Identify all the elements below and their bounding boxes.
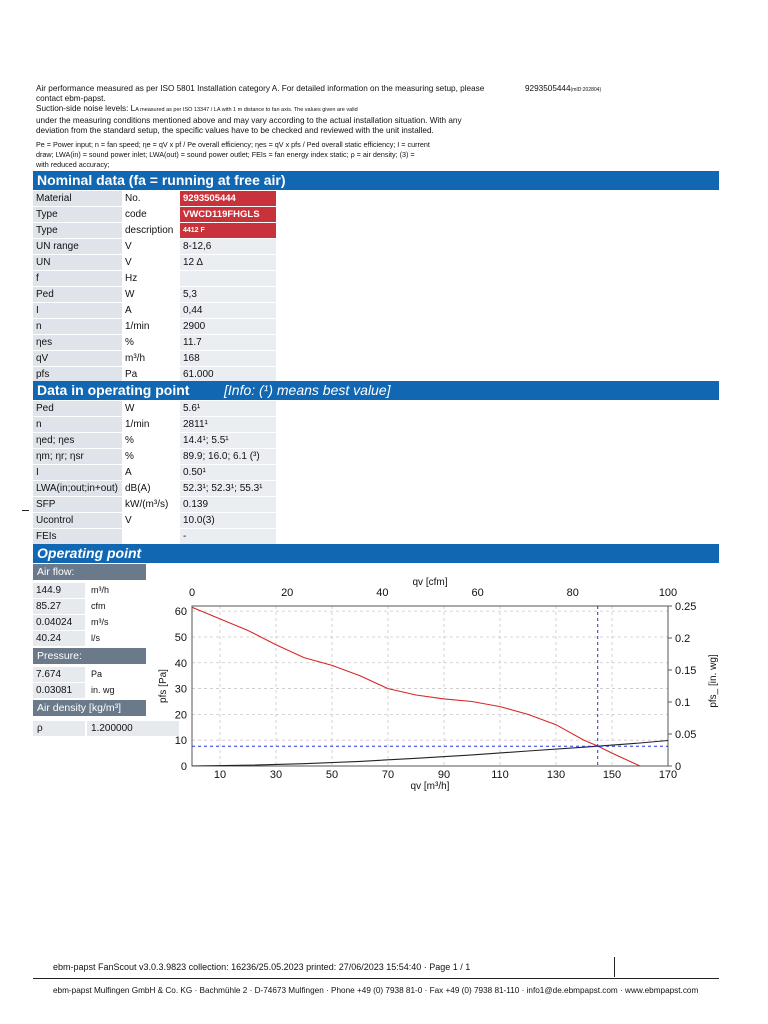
param-name: f: [33, 271, 122, 287]
legend-line-2: draw; LWA(in) = sound power inlet; LWA(out) = sound power outlet; FEIs = fan energy index static; ρ = air density; (3) =: [36, 150, 415, 159]
pressure-value: 7.674: [36, 669, 62, 680]
param-value: [180, 271, 276, 287]
nominal-row: [33, 191, 276, 207]
operating-row: [33, 497, 276, 513]
param-value: 0.139: [180, 497, 276, 513]
nominal-data-header: [33, 171, 719, 190]
param-name: SFP: [33, 497, 122, 513]
param-name: I: [33, 465, 122, 481]
param-value: 0.50¹: [180, 465, 276, 481]
y-tick-label: 0: [180, 761, 187, 773]
y-tick-label: 30: [174, 683, 187, 696]
nominal-row: [33, 207, 276, 223]
param-unit: W: [122, 401, 180, 417]
note-line-5: deviation from the standard setup, the specific values have to be checked and reviewed with the unit installed.: [36, 125, 434, 135]
param-unit: No.: [122, 191, 180, 207]
param-unit: %: [122, 449, 180, 465]
plot-frame: [192, 606, 668, 766]
rho-value: 1.200000: [91, 723, 133, 734]
nominal-row: [33, 319, 276, 335]
x-tick-label: 130: [546, 769, 566, 781]
param-name: pfs: [33, 367, 122, 383]
y2-tick-label: 0.2: [675, 633, 691, 645]
param-name: Type: [33, 223, 122, 239]
param-value: 11.7: [180, 335, 276, 351]
system-curve: [192, 741, 668, 767]
airflow-unit: m³/h: [91, 585, 109, 595]
x-tick-label: 10: [213, 769, 227, 781]
operating-row: [33, 481, 276, 497]
operating-data-title: Data in operating point: [37, 382, 190, 398]
airflow-value: 40.24: [36, 633, 62, 644]
measurement-note: [36, 84, 596, 136]
x2-tick-label: 20: [281, 587, 294, 599]
x2-tick-label: 40: [376, 587, 389, 599]
x2-tick-label: 60: [471, 587, 484, 599]
airflow-value: 144.9: [36, 585, 62, 596]
pressure-curve: [192, 607, 668, 779]
operating-row: [33, 401, 276, 417]
param-name: Material: [33, 191, 122, 207]
legend-line-3: with reduced accuracy;: [36, 160, 110, 169]
param-value: 5.6¹: [180, 401, 276, 417]
param-name: ηed; ηes: [33, 433, 122, 449]
param-name: ηm; ηr; ηsr: [33, 449, 122, 465]
param-name: Type: [33, 207, 122, 223]
param-unit: kW/(m³/s): [122, 497, 180, 513]
note-line-1: Air performance measured as per ISO 5801 Installation category A. For detailed information on the measuring setup, please: [36, 84, 485, 93]
param-value: 2811¹: [180, 417, 276, 433]
param-unit: V: [122, 513, 180, 529]
param-unit: description: [122, 223, 180, 239]
param-value: 0,44: [180, 303, 276, 319]
footer-divider: [614, 957, 615, 977]
param-unit: m³/h: [122, 351, 180, 367]
note-line-4: under the measuring conditions mentioned above and may vary according to the actual installation situation. With any: [36, 115, 462, 125]
param-unit: code: [122, 207, 180, 223]
param-unit: %: [122, 433, 180, 449]
x2-tick-label: 80: [566, 587, 579, 599]
document-number: 9293505444(mID:202804): [525, 84, 602, 93]
param-unit: Pa: [122, 367, 180, 383]
param-unit: 1/min: [122, 417, 180, 433]
param-value: VWCD119FHGLS: [180, 207, 276, 223]
operating-row: [33, 449, 276, 465]
param-name: n: [33, 319, 122, 335]
param-value: 168: [180, 351, 276, 367]
x-tick-label: 110: [491, 769, 509, 781]
legend-line-1: Pe = Power input; n = fan speed; ηe = qV x pf / Pe overall efficiency; ηes = qV x pfs / Ped overall static efficiency; I = current: [36, 140, 430, 149]
param-value: 61.000: [180, 367, 276, 383]
param-unit: A: [122, 303, 180, 319]
x2-tick-label: 0: [188, 587, 196, 599]
param-value: 14.4¹; 5.5¹: [180, 433, 276, 449]
footer-print-info: ebm-papst FanScout v3.0.3.9823 collection: 16236/25.05.2023 printed: 27/06/2023 15:54:40 · Page 1 / 1: [53, 962, 471, 972]
airflow-header: Air flow:: [33, 564, 146, 580]
fan-curve-chart: [150, 570, 720, 800]
y2-tick-label: 0.15: [675, 665, 697, 677]
margin-mark: [22, 510, 29, 511]
param-unit: A: [122, 465, 180, 481]
param-value: 8-12,6: [180, 239, 276, 255]
param-value: 5,3: [180, 287, 276, 303]
param-name: LWA(in;out;in+out): [33, 481, 122, 497]
pressure-unit: Pa: [91, 669, 103, 679]
y-tick-label: 10: [174, 735, 187, 748]
param-unit: Hz: [122, 271, 180, 287]
param-unit: V: [122, 239, 180, 255]
nominal-row: [33, 271, 276, 287]
param-unit: W: [122, 287, 180, 303]
symbol-legend: [36, 140, 476, 170]
x-tick-label: 70: [381, 769, 395, 781]
footer-company-info: ebm-papst Mulfingen GmbH & Co. KG · Bachmühle 2 · D-74673 Mulfingen · Phone +49 (0) 7938 81-0 · Fax +49 (0) 7938 81-110 · info1@de.ebmpapst.com · www.ebmpapst.com: [53, 986, 699, 995]
y2-tick-label: 0.25: [675, 601, 697, 613]
y2-tick-label: 0: [675, 761, 682, 773]
nominal-data-table: [33, 191, 276, 383]
note-line-2: contact ebm-papst.: [36, 94, 106, 104]
param-name: FEIs: [33, 529, 122, 545]
airflow-unit: l/s: [91, 633, 100, 643]
param-name: Ped: [33, 401, 122, 417]
param-name: qV: [33, 351, 122, 367]
param-unit: [122, 529, 180, 545]
nominal-row: [33, 335, 276, 351]
x2-tick-label: 100: [658, 587, 678, 599]
best-value-info: [Info: (¹) means best value]: [224, 382, 391, 398]
nominal-row: [33, 287, 276, 303]
y2-tick-label: 0.05: [675, 729, 697, 741]
param-name: UN: [33, 255, 122, 271]
operating-row: [33, 417, 276, 433]
param-value: 9293505444: [180, 191, 276, 207]
operating-row: [33, 465, 276, 481]
operating-row: [33, 513, 276, 529]
param-unit: V: [122, 255, 180, 271]
x-tick-label: 90: [437, 769, 451, 781]
operating-data-table: [33, 401, 276, 545]
param-value: 12 Δ: [180, 255, 276, 271]
nominal-row: [33, 223, 276, 239]
param-name: ηes: [33, 335, 122, 351]
pressure-header: Pressure:: [33, 648, 146, 664]
x-tick-label: 150: [602, 769, 622, 781]
param-unit: 1/min: [122, 319, 180, 335]
pressure-value: 0.03081: [36, 685, 73, 696]
nominal-row: [33, 255, 276, 271]
param-name: UN range: [33, 239, 122, 255]
nominal-row: [33, 351, 276, 367]
operating-point-header: [33, 544, 719, 563]
operating-point-title: Operating point: [37, 545, 142, 561]
param-unit: %: [122, 335, 180, 351]
y-tick-label: 60: [174, 606, 187, 619]
nominal-row: [33, 303, 276, 319]
airflow-unit: cfm: [91, 601, 106, 611]
y-axis-label: pfs [Pa]: [158, 669, 169, 703]
y-tick-label: 50: [174, 631, 187, 644]
y-tick-label: 40: [174, 657, 187, 670]
airflow-unit: m³/s: [91, 617, 109, 627]
airflow-value: 85.27: [36, 601, 62, 612]
operating-row: [33, 433, 276, 449]
y2-tick-label: 0.1: [675, 697, 691, 709]
rho-symbol: ρ: [37, 723, 43, 734]
footer-rule: [33, 978, 719, 979]
y2-axis-label: pfs_ [in. wg]: [708, 654, 719, 708]
param-value: -: [180, 529, 276, 545]
nominal-data-title: Nominal data (fa = running at free air): [37, 172, 286, 188]
param-name: Ucontrol: [33, 513, 122, 529]
operating-data-header: [33, 381, 719, 400]
param-value: 10.0(3): [180, 513, 276, 529]
x2-axis-label: qv [cfm]: [412, 577, 448, 588]
operating-row: [33, 529, 276, 545]
x-tick-label: 50: [325, 769, 339, 781]
air-density-header: Air density [kg/m³]: [33, 700, 146, 716]
param-name: I: [33, 303, 122, 319]
param-name: Ped: [33, 287, 122, 303]
x-axis-label: qv [m³/h]: [410, 781, 450, 792]
param-value: 4412 F: [180, 223, 276, 239]
y-tick-label: 20: [174, 709, 187, 722]
x-tick-label: 30: [269, 769, 283, 781]
airflow-value: 0.04024: [36, 617, 73, 628]
param-unit: dB(A): [122, 481, 180, 497]
x-tick-label: 170: [658, 769, 678, 781]
param-value: 2900: [180, 319, 276, 335]
param-value: 52.3¹; 52.3¹; 55.3¹: [180, 481, 276, 497]
param-value: 89.9; 16.0; 6.1 (³): [180, 449, 276, 465]
pressure-unit: in. wg: [91, 685, 115, 695]
param-name: n: [33, 417, 122, 433]
note-line-3: Suction-side noise levels: LA measured as per ISO 13347 / LA with 1 m distance to fan axis. The values given are valid: [36, 104, 358, 114]
nominal-row: [33, 239, 276, 255]
